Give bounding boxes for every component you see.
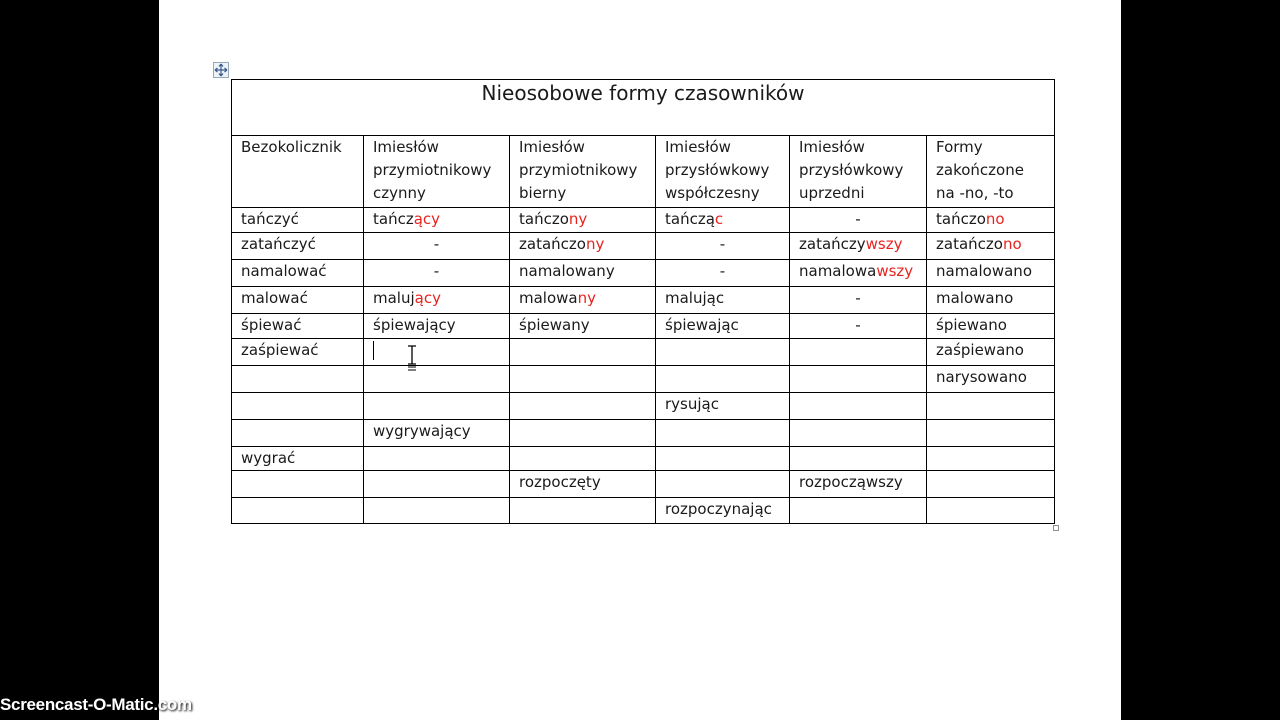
cell-text: zatańczyć xyxy=(241,235,316,253)
table-cell[interactable] xyxy=(656,233,790,260)
header-text: Imiesłów xyxy=(373,138,439,156)
table-cell[interactable] xyxy=(510,314,656,339)
table-cell[interactable] xyxy=(510,471,656,498)
table-cell[interactable] xyxy=(510,447,656,471)
screencast-watermark: Screencast-O-Matic.com xyxy=(0,695,192,714)
table-cell[interactable] xyxy=(790,287,927,314)
table-cell[interactable] xyxy=(364,366,510,393)
table-cell[interactable] xyxy=(927,208,1055,233)
table-cell[interactable] xyxy=(232,498,364,524)
table-cell[interactable] xyxy=(510,287,656,314)
cell-text: tańczyć xyxy=(241,210,299,228)
table-move-handle-icon[interactable] xyxy=(213,62,229,78)
table-cell[interactable] xyxy=(790,260,927,287)
cell-text: tańczą xyxy=(665,210,715,228)
cell-text: zaśpiewać xyxy=(241,341,319,359)
text-cursor-ibeam-icon xyxy=(406,345,418,371)
table-cell[interactable] xyxy=(364,314,510,339)
cell-text: - xyxy=(719,262,726,280)
table-cell[interactable] xyxy=(790,208,927,233)
table-cell[interactable] xyxy=(790,498,927,524)
cell-ending-highlight: c xyxy=(714,210,724,228)
table-cell[interactable] xyxy=(656,260,790,287)
table-cell[interactable] xyxy=(927,447,1055,471)
cell-ending-highlight: wszy xyxy=(865,235,903,253)
table-cell[interactable] xyxy=(364,471,510,498)
table-cell[interactable] xyxy=(364,447,510,471)
cell-text: namalowa xyxy=(799,262,877,280)
cell-ending-highlight: ny xyxy=(577,289,596,307)
table-cell[interactable] xyxy=(510,260,656,287)
table-cell[interactable] xyxy=(927,471,1055,498)
cell-ending-highlight: ny xyxy=(568,210,588,228)
cell-ending-highlight: ący xyxy=(414,289,441,307)
cell-text: rozpocząwszy xyxy=(799,473,903,491)
cell-text: tańcz xyxy=(373,210,414,228)
table-cell[interactable] xyxy=(232,260,364,287)
header-text: Imiesłów xyxy=(519,138,585,156)
table-resize-handle[interactable] xyxy=(1053,525,1059,531)
cell-text: tańczo xyxy=(519,210,569,228)
table-cell[interactable] xyxy=(232,314,364,339)
table-cell[interactable] xyxy=(790,314,927,339)
header-text: czynny xyxy=(373,184,426,202)
header-cell[interactable] xyxy=(232,136,364,208)
table-cell[interactable] xyxy=(364,420,510,447)
cell-text: zatańczo xyxy=(936,235,1003,253)
cell-text: - xyxy=(719,235,726,253)
cell-text: śpiewać xyxy=(241,316,302,334)
table-cell[interactable] xyxy=(656,208,790,233)
table-row xyxy=(232,498,1055,524)
cell-text: zaśpiewano xyxy=(936,341,1024,359)
table-cell[interactable] xyxy=(656,339,790,366)
table-cell[interactable] xyxy=(790,471,927,498)
cell-ending-highlight: no xyxy=(985,210,1005,228)
table-cell[interactable] xyxy=(656,471,790,498)
header-text: Imiesłów xyxy=(799,138,865,156)
header-text: uprzedni xyxy=(799,184,865,202)
table-cell[interactable] xyxy=(364,393,510,420)
table-cell[interactable] xyxy=(656,366,790,393)
header-text: współczesny xyxy=(665,184,760,202)
table-cell[interactable] xyxy=(364,339,510,366)
table-row xyxy=(232,420,1055,447)
table-row xyxy=(232,208,1055,233)
table-cell[interactable] xyxy=(790,447,927,471)
table-row xyxy=(232,314,1055,339)
cell-text: malowa xyxy=(519,289,578,307)
header-cell[interactable] xyxy=(656,136,790,208)
cell-ending-highlight: ny xyxy=(585,235,605,253)
header-text: Imiesłów xyxy=(665,138,731,156)
header-cell[interactable] xyxy=(790,136,927,208)
table-cell[interactable] xyxy=(364,233,510,260)
table-cell[interactable] xyxy=(232,420,364,447)
cell-text: - xyxy=(855,289,861,307)
cell-text: wygrać xyxy=(241,449,296,467)
cell-text: narysowano xyxy=(936,368,1027,386)
cell-text: namalowany xyxy=(519,262,615,280)
table-cell[interactable] xyxy=(656,420,790,447)
cell-text: namalowano xyxy=(936,262,1032,280)
header-text: przysłówkowy xyxy=(665,161,770,179)
cell-ending-highlight: wszy xyxy=(876,262,914,280)
cell-text: - xyxy=(433,235,440,253)
header-text: przysłówkowy xyxy=(799,161,904,179)
table-row xyxy=(232,260,1055,287)
table-cell[interactable] xyxy=(927,339,1055,366)
table-cell[interactable] xyxy=(232,233,364,260)
cell-text: zatańczy xyxy=(799,235,866,253)
table-cell[interactable] xyxy=(927,287,1055,314)
header-text: zakończone xyxy=(936,161,1024,179)
table-cell[interactable] xyxy=(232,339,364,366)
table-cell[interactable] xyxy=(790,393,927,420)
table-cell[interactable] xyxy=(232,393,364,420)
cell-text: wygrywający xyxy=(373,422,471,440)
table-cell[interactable] xyxy=(790,366,927,393)
table-cell[interactable] xyxy=(656,393,790,420)
header-text: bierny xyxy=(519,184,567,202)
cell-text: - xyxy=(855,210,861,228)
header-cell[interactable] xyxy=(364,136,510,208)
table-cell[interactable] xyxy=(232,208,364,233)
table-row xyxy=(232,447,1055,471)
table-cell[interactable] xyxy=(364,287,510,314)
table-cell[interactable] xyxy=(790,420,927,447)
table-cell[interactable] xyxy=(656,314,790,339)
cell-text: maluj xyxy=(373,289,415,307)
cell-text: namalować xyxy=(241,262,327,280)
table-cell[interactable] xyxy=(790,233,927,260)
table-cell[interactable] xyxy=(656,287,790,314)
cell-text: malować xyxy=(241,289,308,307)
header-cell[interactable] xyxy=(927,136,1055,208)
table-cell[interactable] xyxy=(232,471,364,498)
table-row xyxy=(232,339,1055,366)
table-cell[interactable] xyxy=(656,498,790,524)
header-text: Formy xyxy=(936,138,983,156)
cell-text: śpiewając xyxy=(665,316,739,334)
table-cell[interactable] xyxy=(927,260,1055,287)
table-cell[interactable] xyxy=(510,208,656,233)
table-row xyxy=(232,393,1055,420)
cell-text: malując xyxy=(665,289,725,307)
table-cell[interactable] xyxy=(510,420,656,447)
cell-text: - xyxy=(855,316,861,334)
table-cell[interactable] xyxy=(510,498,656,524)
table-row xyxy=(232,287,1055,314)
table-cell[interactable] xyxy=(364,498,510,524)
table-cell[interactable] xyxy=(927,393,1055,420)
table-row xyxy=(232,471,1055,498)
table-row xyxy=(232,233,1055,260)
cell-text: rozpoczęty xyxy=(519,473,601,491)
verb-forms-table xyxy=(231,79,1055,524)
table-cell[interactable] xyxy=(510,339,656,366)
table-cell[interactable] xyxy=(656,447,790,471)
cell-text: śpiewany xyxy=(519,316,590,334)
table-cell[interactable] xyxy=(790,339,927,366)
cell-text: tańczo xyxy=(936,210,986,228)
text-caret xyxy=(373,341,374,360)
table-cell[interactable] xyxy=(510,366,656,393)
header-text: przymiotnikowy xyxy=(519,161,638,179)
table-row xyxy=(232,366,1055,393)
cell-text: - xyxy=(433,262,440,280)
cell-text: śpiewający xyxy=(373,316,456,334)
table-cell[interactable] xyxy=(510,393,656,420)
cell-ending-highlight: no xyxy=(1002,235,1022,253)
table-cell[interactable] xyxy=(364,260,510,287)
cell-text: malowano xyxy=(936,289,1014,307)
header-cell[interactable] xyxy=(510,136,656,208)
table-cell[interactable] xyxy=(927,314,1055,339)
table-cell[interactable] xyxy=(364,208,510,233)
table-cell[interactable] xyxy=(927,233,1055,260)
table-cell[interactable] xyxy=(232,447,364,471)
header-text: przymiotnikowy xyxy=(373,161,492,179)
cell-text: zatańczo xyxy=(519,235,586,253)
table-cell[interactable] xyxy=(927,366,1055,393)
header-text: Bezokolicznik xyxy=(241,138,342,156)
header-text: na -no, -to xyxy=(936,184,1014,202)
cell-text: rozpoczynając xyxy=(665,500,772,518)
cell-ending-highlight: ący xyxy=(413,210,441,228)
cell-text: śpiewano xyxy=(936,316,1007,334)
cell-text: rysując xyxy=(665,395,719,413)
table-cell[interactable] xyxy=(927,420,1055,447)
table-cell[interactable] xyxy=(510,233,656,260)
table-cell[interactable] xyxy=(232,366,364,393)
table-cell[interactable] xyxy=(232,287,364,314)
table-cell[interactable] xyxy=(927,498,1055,524)
table-title[interactable]: Nieosobowe formy czasowników xyxy=(232,80,1055,136)
